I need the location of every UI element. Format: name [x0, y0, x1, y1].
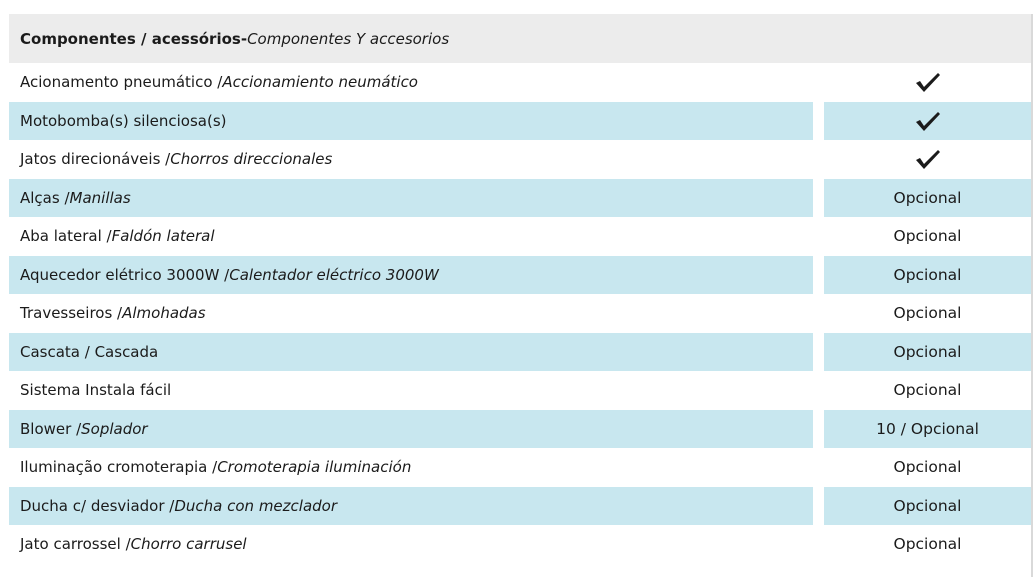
checkmark-icon	[914, 148, 942, 170]
label-es: Accionamiento neumático	[222, 73, 418, 92]
header-separator: -	[240, 29, 248, 48]
label-es: Cromoterapia iluminación	[217, 458, 412, 477]
label-pt: Aba lateral /	[20, 227, 112, 246]
table-row	[9, 63, 1031, 102]
label-es: Ducha con mezclador	[174, 496, 337, 515]
checkmark-icon	[914, 110, 942, 132]
label-pt: Travesseiros /	[20, 304, 123, 323]
table-row	[9, 256, 1031, 295]
label-es: Calentador eléctrico 3000W	[229, 265, 439, 284]
table-row	[9, 140, 1031, 179]
label-pt: Aquecedor elétrico 3000W /	[20, 265, 230, 284]
label-es: Manillas	[69, 188, 131, 207]
row-value: Opcional	[824, 256, 1031, 295]
table-row	[9, 525, 1031, 564]
table-row	[9, 294, 1031, 333]
row-label	[9, 487, 813, 526]
row-label	[9, 217, 813, 256]
row-value: Opcional	[893, 535, 962, 554]
row-label	[9, 102, 813, 141]
row-value	[824, 140, 1031, 179]
right-border-line	[1031, 14, 1033, 577]
row-label	[9, 525, 813, 564]
label-pt: Motobomba(s) silenciosa(s)	[20, 111, 227, 130]
label-es: Chorros direccionales	[170, 150, 333, 169]
label-pt: Cascata / Cascada	[20, 342, 159, 361]
table-row	[9, 179, 1031, 218]
row-label	[9, 371, 813, 410]
label-es: Faldón lateral	[111, 227, 215, 246]
table-row	[9, 487, 1031, 526]
label-pt: Blower /	[20, 419, 82, 438]
row-value: Opcional	[824, 487, 1031, 526]
row-value: Opcional	[893, 381, 962, 400]
row-value	[824, 102, 1031, 141]
label-pt: Jato carrossel /	[20, 535, 131, 554]
row-value	[824, 63, 1031, 102]
table-row	[9, 448, 1031, 487]
row-label	[9, 63, 813, 102]
label-pt: Jatos direcionáveis /	[20, 150, 171, 169]
header-title-pt: Componentes / acessórios	[20, 29, 241, 48]
table-row	[9, 333, 1031, 372]
row-value: 10 / Opcional	[824, 410, 1031, 449]
label-pt: Ducha c/ desviador /	[20, 496, 175, 515]
row-label	[9, 140, 813, 179]
row-value: Opcional	[893, 227, 962, 246]
row-value: Opcional	[893, 304, 962, 323]
row-value: Opcional	[824, 179, 1031, 218]
table-row	[9, 217, 1031, 256]
table-row	[9, 102, 1031, 141]
label-es: Chorro carrusel	[130, 535, 247, 554]
label-pt: Alças /	[20, 188, 70, 207]
header-title-es: Componentes Y accesorios	[247, 29, 450, 48]
label-pt: Sistema Instala fácil	[20, 381, 172, 400]
checkmark-icon	[914, 71, 942, 93]
table-header	[9, 14, 1031, 63]
label-pt: Iluminação cromoterapia /	[20, 458, 218, 477]
label-pt: Acionamento pneumático /	[20, 73, 223, 92]
label-es: Almohadas	[122, 304, 206, 323]
row-value: Opcional	[893, 458, 962, 477]
row-label	[9, 448, 813, 487]
table-row	[9, 410, 1031, 449]
table-row	[9, 371, 1031, 410]
components-table	[9, 14, 1031, 564]
row-label	[9, 294, 813, 333]
row-label	[9, 256, 813, 295]
row-label	[9, 410, 813, 449]
row-label	[9, 333, 813, 372]
row-value: Opcional	[824, 333, 1031, 372]
row-label	[9, 179, 813, 218]
label-es: Soplador	[81, 419, 148, 438]
